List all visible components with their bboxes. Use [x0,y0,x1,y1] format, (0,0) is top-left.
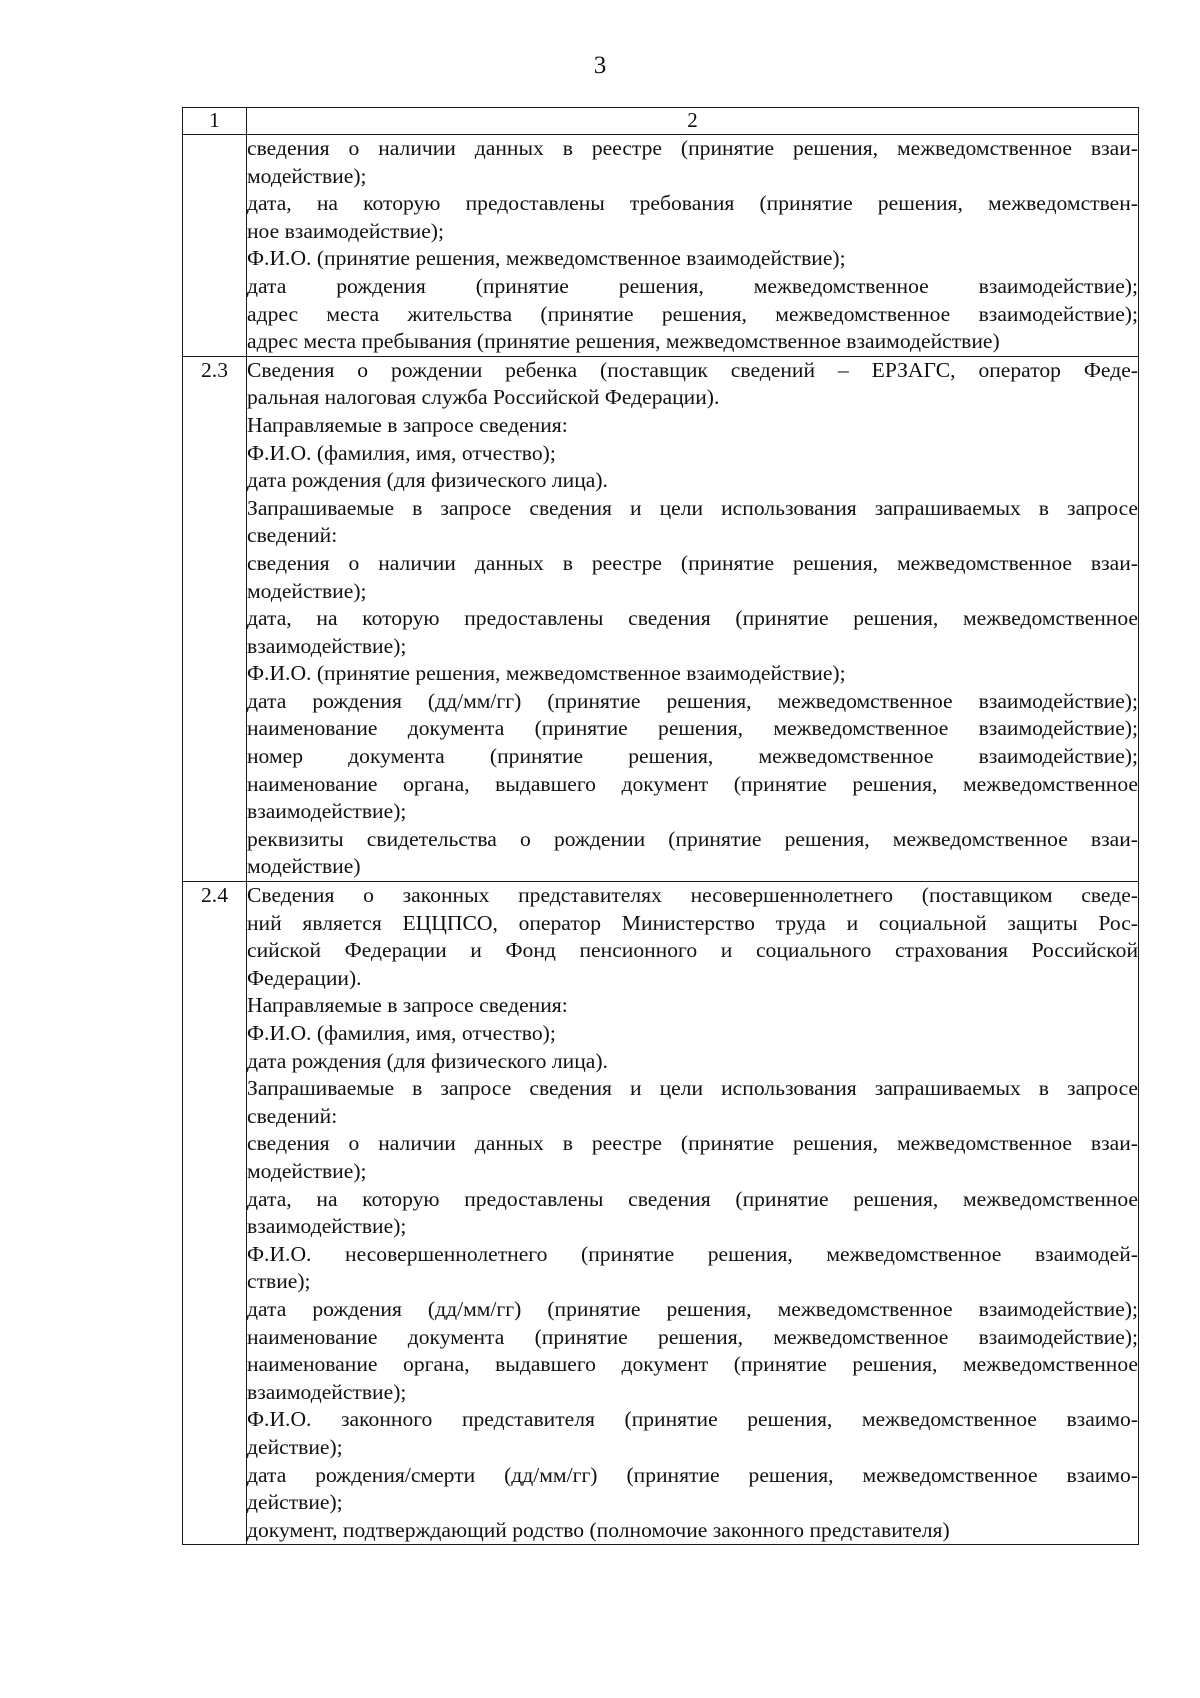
text-line: дата рождения/смерти (дд/мм/гг) (принятие решения, межведомственное взаимо- [247,1462,1138,1487]
text-line: Запрашиваемые в запросе сведения и цели использования запрашиваемых в запросе [247,1076,1138,1101]
text-line: модействие); [247,578,367,603]
text-line: Сведения о рождении ребенка (поставщик сведений – ЕРЗАГС, оператор Феде- [247,357,1138,382]
text-line: сийской Федерации и Фонд пенсионного и социального страхования Российской [247,938,1138,963]
row-content-cell [247,882,1139,1545]
text-line: модействие); [247,1158,367,1183]
text-line: Ф.И.О. (принятие решения, межведомственное взаимодействие); [247,661,846,686]
text-line: дата рождения (дд/мм/гг) (принятие решения, межведомственное взаимодействие); [247,688,1138,713]
text-line: дата рождения (принятие решения, межведомственное взаимодействие); [247,273,1138,298]
text-line: Ф.И.О. законного представителя (принятие решения, межведомственное взаимо- [247,1407,1138,1432]
table-header-row [183,108,1139,135]
text-line: взаимодействие); [247,1379,407,1404]
text-line: взаимодействие); [247,799,407,824]
table-row [183,356,1139,881]
regulation-table [182,107,1139,1545]
text-line: сведений: [247,523,338,548]
text-line: ний является ЕЦЦПСО, оператор Министерство труда и социальной защиты Рос- [247,910,1138,935]
page-number: 3 [593,52,607,79]
text-line: сведения о наличии данных в реестре (принятие решения, межведомственное взаи- [247,550,1138,575]
text-line: модействие) [247,854,361,879]
text-line: наименование документа (принятие решения, межведомственное взаимодействие); [247,716,1138,741]
column-header-content: 2 [247,108,1139,135]
text-line: Ф.И.О. (принятие решения, межведомственное взаимодействие); [247,246,846,271]
row-number-cell: 2.3 [183,356,247,881]
text-line: дата рождения (для физического лица). [247,1048,608,1073]
text-line: сведения о наличии данных в реестре (принятие решения, межведомственное взаи- [247,136,1138,160]
column-header-number: 1 [183,108,247,135]
text-line: Федерации). [247,965,362,990]
text-line: дата, на которую предоставлены сведения (принятие решения, межведомственное [247,1186,1138,1211]
text-line: Направляемые в запросе сведения: [247,412,568,437]
text-line: дата, на которую предоставлены сведения (принятие решения, межведомственное [247,606,1138,631]
text-line: наименование документа (принятие решения, межведомственное взаимодействие); [247,1324,1138,1349]
text-line: дата, на которую предоставлены требования (принятие решения, межведомствен- [247,191,1138,216]
row-content-cell [247,356,1139,881]
row-number-cell [183,135,247,357]
text-line: Запрашиваемые в запросе сведения и цели использования запрашиваемых в запросе [247,495,1138,520]
text-line: Ф.И.О. несовершеннолетнего (принятие решения, межведомственное взаимодей- [247,1241,1138,1266]
text-line: наименование органа, выдавшего документ (принятие решения, межведомственное [247,771,1138,796]
text-line: ное взаимодействие); [247,218,444,243]
text-line: адрес места пребывания (принятие решения, межведомственное взаимодействие) [247,329,1000,354]
text-line: дата рождения (дд/мм/гг) (принятие решения, межведомственное взаимодействие); [247,1296,1138,1321]
text-line: взаимодействие); [247,1214,407,1239]
text-line: номер документа (принятие решения, межведомственное взаимодействие); [247,744,1138,769]
text-line: действие); [247,1434,343,1459]
text-line: адрес места жительства (принятие решения, межведомственное взаимодействие); [247,301,1138,326]
text-line: реквизиты свидетельства о рождении (принятие решения, межведомственное взаи- [247,826,1138,851]
text-line: ральная налоговая служба Российской Федерации). [247,385,720,410]
text-line: сведения о наличии данных в реестре (принятие решения, межведомственное взаи- [247,1131,1138,1156]
text-line: модействие); [247,163,367,188]
text-line: дата рождения (для физического лица). [247,468,608,493]
row-number-cell: 2.4 [183,882,247,1545]
text-line: Ф.И.О. (фамилия, имя, отчество); [247,440,556,465]
table-row [183,882,1139,1545]
text-line: Направляемые в запросе сведения: [247,993,568,1018]
table-row [183,135,1139,357]
text-line: действие); [247,1490,343,1515]
text-line: ствие); [247,1269,311,1294]
text-line: документ, подтверждающий родство (полномочие законного представителя) [247,1517,950,1542]
text-line: Сведения о законных представителях несовершеннолетнего (поставщиком сведе- [247,883,1138,908]
text-line: Ф.И.О. (фамилия, имя, отчество); [247,1021,556,1045]
table-body [183,135,1139,1545]
row-content-cell [247,135,1139,357]
text-line: наименование органа, выдавшего документ (принятие решения, межведомственное [247,1352,1138,1377]
text-line: сведений: [247,1103,338,1128]
text-line: взаимодействие); [247,633,407,658]
